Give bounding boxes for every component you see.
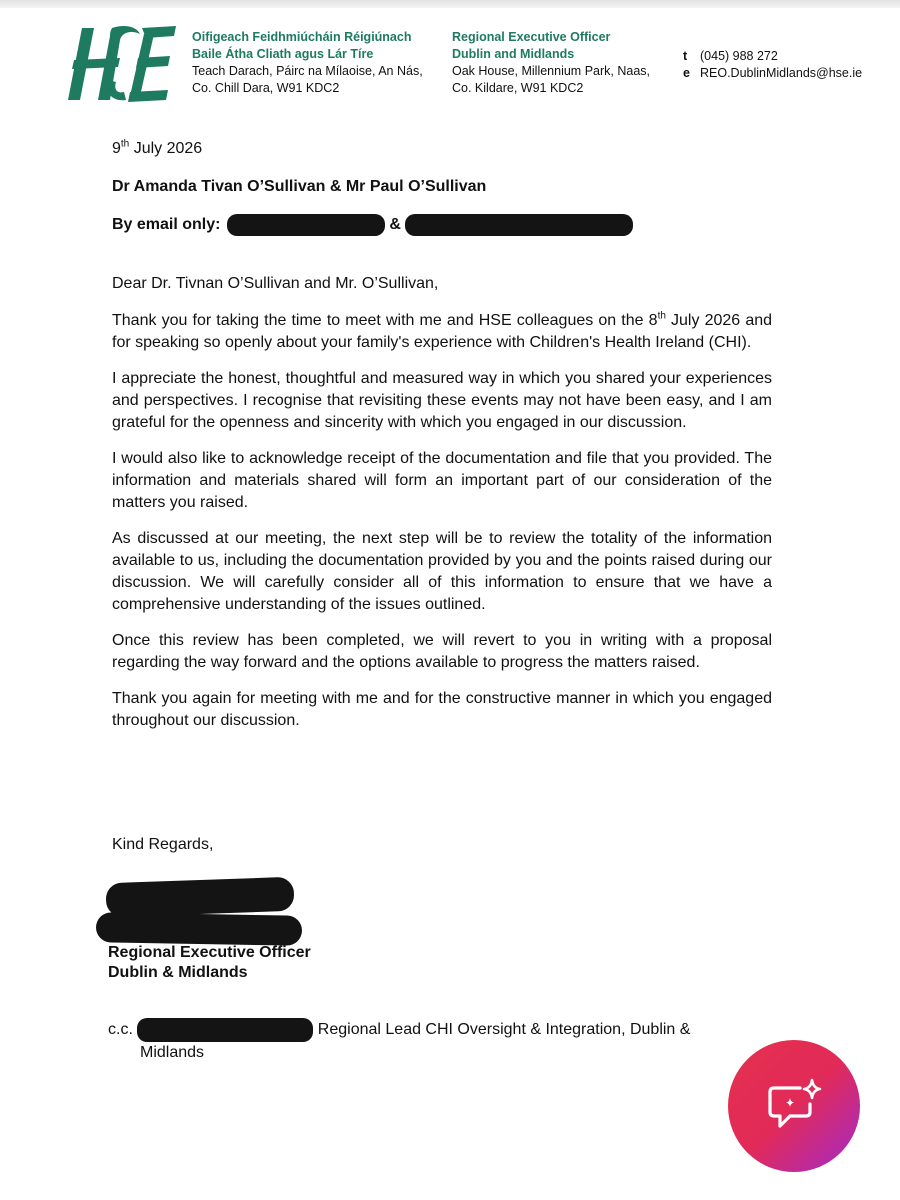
- signature-block: [108, 943, 311, 983]
- paragraph-4: As discussed at our meeting, the next step will be to review the totality of the information available to us, including the documentation provided by you and the points raised during our discussion. We will carefully consider all of this information to ensure that we have a comprehensive understanding of the issues outlined.: [112, 530, 772, 613]
- signature-region: Dublin & Midlands: [108, 964, 248, 981]
- by-email-label: By email only:: [112, 216, 221, 234]
- paragraph-3: I would also like to acknowledge receipt of the documentation and file that you provided. The information and materials shared will form an important part of our consideration of the matters you raised.: [112, 450, 772, 511]
- cc-text-continued: Midlands: [140, 1044, 205, 1061]
- email-label: e: [683, 66, 690, 80]
- salutation: Dear Dr. Tivnan O’Sullivan and Mr. O’Sullivan,: [112, 275, 439, 292]
- paragraph-1-b: July 2026 and for speaking so openly about your family's experience with Children's Health Ireland (CHI).: [112, 312, 773, 351]
- letter-body: [112, 310, 772, 746]
- irish-address-line2: Co. Chill Dara, W91 KDC2: [192, 81, 340, 95]
- paragraph-1-suffix: th: [657, 310, 666, 322]
- email-row: [683, 65, 893, 82]
- redacted-email-2: [405, 214, 633, 236]
- header-english-address: [452, 29, 662, 97]
- redacted-cc-name: [137, 1018, 313, 1042]
- header-contact: [683, 48, 893, 82]
- top-bar: [0, 0, 900, 8]
- email-address[interactable]: REO.DublinMidlands@hse.ie: [700, 66, 863, 80]
- phone-row: [683, 48, 893, 65]
- irish-region: Baile Átha Cliath agus Lár Tíre: [192, 47, 374, 61]
- irish-title: Oifigeach Feidhmiúcháin Réigiúnach: [192, 30, 412, 44]
- english-address-line2: Co. Kildare, W91 KDC2: [452, 81, 584, 95]
- paragraph-2: I appreciate the honest, thoughtful and measured way in which you shared your experiences and perspectives. I recognise that revisiting these events may not have been easy, and I am grateful for the openness and sincerity with which you engaged in our discussion.: [112, 370, 772, 431]
- english-region: Dublin and Midlands: [452, 47, 575, 61]
- signature-title: Regional Executive Officer: [108, 944, 311, 961]
- cc-line: [108, 1018, 728, 1063]
- date-suffix: th: [120, 138, 130, 150]
- date-month-year: July 2026: [129, 140, 203, 157]
- hse-logo: [64, 20, 180, 108]
- redacted-signature-2: [96, 912, 302, 946]
- redacted-email-1: [227, 214, 385, 236]
- paragraph-1-a: Thank you for taking the time to meet with me and HSE colleagues on the 8: [112, 312, 658, 329]
- irish-address-line1: Teach Darach, Páirc na Mílaoise, An Nás,: [192, 64, 423, 78]
- date-day: 9: [112, 140, 121, 157]
- paragraph-1: [112, 310, 772, 354]
- closing: Kind Regards,: [112, 836, 214, 853]
- english-address-line1: Oak House, Millennium Park, Naas,: [452, 64, 650, 78]
- phone-label: t: [683, 49, 688, 63]
- redacted-signature-1: [105, 877, 294, 918]
- english-title: Regional Executive Officer: [452, 30, 611, 44]
- paragraph-6: Thank you again for meeting with me and for the constructive manner in which you engaged throughout our discussion.: [112, 690, 772, 729]
- chat-assistant-button[interactable]: [728, 1040, 860, 1172]
- cc-label: c.c.: [108, 1021, 133, 1039]
- paragraph-5: Once this review has been completed, we will revert to you in writing with a proposal regarding the way forward and the options available to progress the matters raised.: [112, 632, 772, 671]
- header-irish-address: [192, 29, 442, 97]
- by-email-line: [112, 214, 772, 236]
- addressee: Dr Amanda Tivan O’Sullivan & Mr Paul O’Sullivan: [112, 178, 487, 195]
- letter-date: [112, 138, 772, 160]
- email-ampersand: &: [389, 216, 401, 234]
- chat-sparkle-icon: [766, 1078, 822, 1134]
- phone-number: (045) 988 272: [700, 49, 778, 63]
- cc-text: Regional Lead CHI Oversight & Integration, Dublin &: [313, 1021, 691, 1039]
